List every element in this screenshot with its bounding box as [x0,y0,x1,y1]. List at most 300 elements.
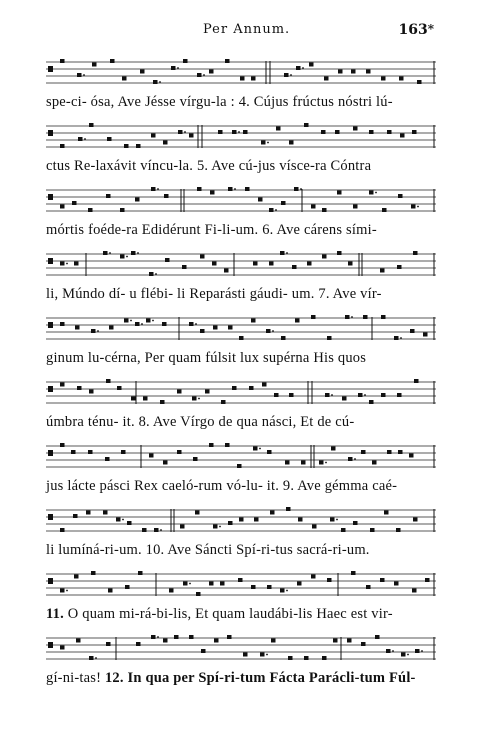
neume-note [77,386,82,390]
neume-note [411,205,416,209]
neume-dot [238,131,240,133]
neume-note [75,326,80,330]
neume-note [399,77,404,81]
neume-note [327,336,332,340]
neume-note [413,251,418,255]
neume-dot [126,256,128,258]
neume-dot [137,252,139,254]
neume-dot [417,206,419,208]
staff-1 [46,58,436,98]
neume-note [311,315,316,319]
neume-note [162,322,167,326]
neume-note [174,635,179,639]
neume-note [381,315,386,319]
neume-note [369,191,374,195]
neume-note [125,585,130,589]
neume-note [262,383,267,387]
neume-note [270,511,275,515]
neume-note [209,443,214,447]
neume-note [280,589,285,593]
neume-note [401,653,406,657]
neume-note [412,130,417,134]
clef-mark [48,642,53,648]
neume-note [214,639,219,643]
neume-note [163,461,168,465]
neume-note [160,400,165,404]
neume-note [60,528,65,532]
neume-note [239,336,244,340]
neume-dot [266,654,268,656]
staff-6 [46,378,436,418]
neume-note [164,194,169,198]
neume-note [319,461,324,465]
lyric-line-9 [46,606,441,623]
neume-note [258,198,263,202]
neume-note [71,450,76,454]
neume-note [269,262,274,266]
neume-note [205,390,210,394]
neume-note [284,73,289,77]
neume-note [245,187,250,191]
neume-note [372,461,377,465]
staff-9 [46,570,436,610]
neume-note [138,571,143,575]
neume-note [91,329,96,333]
neume-note [189,134,194,138]
staff-4 [46,250,436,290]
lyric-line-5: ginum lu-cérna, Per quam fúlsit lux supérna His quos [46,350,367,366]
neume-note [243,130,248,134]
neume-note [86,511,91,515]
clef-mark [48,258,53,264]
neume-note [77,73,82,77]
neume-dot [122,519,124,521]
neume-note [143,397,148,401]
neume-note [239,518,244,522]
neume-note [298,518,303,522]
neume-note [127,521,132,525]
neume-note [353,205,358,209]
neume-dot [83,74,85,76]
neume-note [225,443,230,447]
lyric-line-8: li lumíná-ri-um. 10. Ave Sáncti Spí-ri-tus sacrá-ri-um. [46,542,370,558]
neume-note [60,322,65,326]
neume-note [121,450,126,454]
neume-dot [141,323,143,325]
neume-note [218,130,223,134]
neume-note [309,63,314,67]
neume-note [76,639,81,643]
clef-mark [48,130,53,136]
neume-note [380,269,385,273]
neume-note [358,393,363,397]
neume-note [353,521,358,525]
neume-note [200,255,205,259]
neume-note [192,397,197,401]
neume-note [361,450,366,454]
neume-dot [421,650,423,652]
neume-dot [351,316,353,318]
neume-note [281,336,286,340]
neume-note [131,397,136,401]
clef-mark [48,386,53,392]
neume-note [280,251,285,255]
neume-note [60,262,65,266]
neume-note [348,457,353,461]
neume-note [110,59,115,63]
neume-note [410,329,415,333]
neume-note [189,322,194,326]
neume-note [146,319,151,323]
neume-note [369,400,374,404]
neume-note [171,66,176,70]
staff-7 [46,442,436,482]
neume-note [131,251,136,255]
neume-note [398,194,403,198]
neume-note [120,208,125,212]
neume-dot [198,398,200,400]
neume-note [213,525,218,529]
neume-note [311,205,316,209]
neume-note [375,635,380,639]
neume-note [380,578,385,582]
neume-note [253,262,258,266]
running-title: Per Annum. [203,22,291,37]
neume-note [366,585,371,589]
neume-dot [177,67,179,69]
neume-note [151,635,156,639]
verse-number-11: 11. [46,606,68,622]
neume-dot [392,650,394,652]
lyric-line-10 [46,670,441,687]
lyric-line-4: li, Múndo dí- u flébi- li Reparásti gáudi- um. 7. Ave vír- [46,286,382,302]
neume-note [140,70,145,74]
neume-dot [160,529,162,531]
neume-note [109,326,114,330]
clef-mark [48,578,53,584]
staff-10 [46,634,436,674]
neume-note [288,656,293,660]
neume-dot [130,320,132,322]
neume-note [369,130,374,134]
neume-dot [95,657,97,659]
neume-note [348,262,353,266]
neume-note [331,447,336,451]
staff-2 [46,122,436,162]
neume-note [412,589,417,593]
neume-dot [272,330,274,332]
neume-note [177,450,182,454]
neume-note [165,258,170,262]
neume-note [105,457,110,461]
neume-note [267,585,272,589]
clef-mark [48,66,53,72]
neume-dot [336,519,338,521]
neume-note [409,454,414,458]
neume-note [307,262,312,266]
neume-dot [203,74,205,76]
neume-note [209,582,214,586]
neume-note [232,386,237,390]
lyric-text-10: gí-ni-tas! [46,670,105,686]
neume-dot [286,590,288,592]
neume-note [311,575,316,579]
clef-mark [48,322,53,328]
page-number [398,22,434,38]
neume-note [271,639,276,643]
neume-note [92,63,97,67]
neume-note [370,528,375,532]
neume-dot [364,394,366,396]
neume-note [136,642,141,646]
neume-dot [219,526,221,528]
neume-note [413,518,418,522]
lyric-line-1: spe-ci- ósa, Ave Jésse vírgu-la : 4. Cújus frúctus nóstri lú- [46,94,393,110]
neume-note [60,383,65,387]
neume-dot [195,323,197,325]
neume-note [261,141,266,145]
neume-note [149,454,154,458]
staff-5 [46,314,436,354]
neume-note [361,642,366,646]
neume-note [74,575,79,579]
neume-note [228,326,233,330]
neume-note [289,393,294,397]
neume-note [384,511,389,515]
neume-note [400,134,405,138]
neume-note [337,191,342,195]
neume-dot [259,448,261,450]
clef-mark [48,514,53,520]
neume-note [117,386,122,390]
neume-note [338,70,343,74]
neume-note [251,585,256,589]
neume-note [201,649,206,653]
neume-note [423,333,428,337]
neume-note [325,393,330,397]
neume-note [321,130,326,134]
page-header [0,22,480,42]
neume-note [381,77,386,81]
neume-note [183,582,188,586]
neume-note [224,269,229,273]
neume-note [196,592,201,596]
neume-dot [407,654,409,656]
neume-note [136,144,141,148]
neume-note [89,390,94,394]
neume-note [221,400,226,404]
neume-note [178,130,183,134]
neume-note [149,272,154,276]
neume-note [341,528,346,532]
neume-note [425,578,430,582]
neume-note [169,589,174,593]
neume-note [243,653,248,657]
neume-note [351,70,356,74]
neume-note [312,525,317,529]
neume-note [366,70,371,74]
neume-note [103,511,108,515]
clef-mark [48,450,53,456]
neume-dot [354,458,356,460]
neume-dot [325,462,327,464]
neume-dot [300,188,302,190]
staff-3 [46,186,436,226]
neume-note [120,255,125,259]
neume-note [106,642,111,646]
neume-dot [290,74,292,76]
neume-note [267,450,272,454]
neume-note [73,514,78,518]
neume-dot [159,81,161,83]
neume-note [260,653,265,657]
neume-note [324,77,329,81]
lyric-line-2: ctus Re-laxávit víncu-la. 5. Ave cú-jus vísce-ra Cóntra [46,158,372,174]
neume-note [276,127,281,131]
neume-note [228,521,233,525]
neume-note [397,265,402,269]
neume-note [330,518,335,522]
neume-note [142,528,147,532]
neume-note [60,443,65,447]
neume-note [304,123,309,127]
neume-note [228,187,233,191]
neume-note [251,77,256,81]
neume-note [163,639,168,643]
neume-note [227,635,232,639]
neume-note [151,134,156,138]
neume-note [89,123,94,127]
neume-note [294,187,299,191]
neume-note [269,208,274,212]
neume-note [60,144,65,148]
neume-note [386,649,391,653]
neume-note [351,571,356,575]
lyric-text-9: O quam mi-rá-bi-lis, Et quam laudábi-lis Haec est vir- [67,606,393,622]
neume-note [304,656,309,660]
neume-note [322,208,327,212]
neume-dot [267,142,269,144]
neume-note [238,578,243,582]
neume-note [200,329,205,333]
staff-8 [46,506,436,546]
neume-note [281,201,286,205]
neume-note [417,80,422,84]
neume-dot [375,192,377,194]
neume-note [296,66,301,70]
neume-dot [275,209,277,211]
neume-note [333,639,338,643]
neume-note [108,589,113,593]
neume-dot [331,394,333,396]
neume-note [363,315,368,319]
neume-dot [66,263,68,265]
neume-note [106,194,111,198]
neume-note [414,379,419,383]
page-number-value: 163 [398,22,428,38]
neume-note [394,336,399,340]
neume-note [60,205,65,209]
neume-note [60,589,65,593]
neume-note [249,386,254,390]
neume-note [78,137,83,141]
neume-note [289,141,294,145]
neume-note [163,141,168,145]
neume-note [107,137,112,141]
neume-note [322,255,327,259]
clef-mark [48,194,53,200]
neume-note [197,187,202,191]
neume-note [74,262,79,266]
neume-note [189,635,194,639]
neume-dot [234,188,236,190]
neume-note [396,528,401,532]
neume-note [122,77,127,81]
neume-note [337,251,342,255]
neume-note [322,656,327,660]
neume-note [397,393,402,397]
neume-note [220,582,225,586]
neume-note [135,198,140,202]
neume-note [177,390,182,394]
neume-note [135,322,140,326]
lyric-line-6: úmbra ténu- it. 8. Ave Vírgo de qua násci, Et de cú- [46,414,355,430]
neume-note [60,646,65,650]
neume-note [251,319,256,323]
neume-note [353,127,358,131]
neume-note [103,251,108,255]
neume-dot [184,131,186,133]
neume-note [232,130,237,134]
neume-note [124,319,129,323]
page-number-mark: * [427,22,434,36]
neume-note [182,265,187,269]
neume-dot [157,636,159,638]
neume-note [285,461,290,465]
neume-note [295,319,300,323]
neume-dot [286,252,288,254]
neume-note [327,578,332,582]
neume-note [286,507,291,511]
neume-note [266,329,271,333]
neume-note [210,191,215,195]
neume-note [342,397,347,401]
neume-note [116,518,121,522]
lyric-line-7: jus lácte pásci Rex caeló-rum vó-lu- it. 9. Ave gémma caé- [46,478,398,494]
neume-note [225,59,230,63]
neume-note [88,208,93,212]
neume-note [195,511,200,515]
neume-note [209,70,214,74]
neume-note [254,518,259,522]
neume-note [237,464,242,468]
neume-note [274,393,279,397]
neume-note [197,73,202,77]
neume-note [213,326,218,330]
neume-dot [302,67,304,69]
neume-note [394,582,399,586]
neume-note [297,582,302,586]
neume-note [387,130,392,134]
neume-note [212,262,217,266]
neume-dot [157,188,159,190]
neume-note [89,656,94,660]
neume-note [387,450,392,454]
neume-dot [84,138,86,140]
neume-note [193,457,198,461]
neume-dot [109,252,111,254]
neume-dot [97,330,99,332]
